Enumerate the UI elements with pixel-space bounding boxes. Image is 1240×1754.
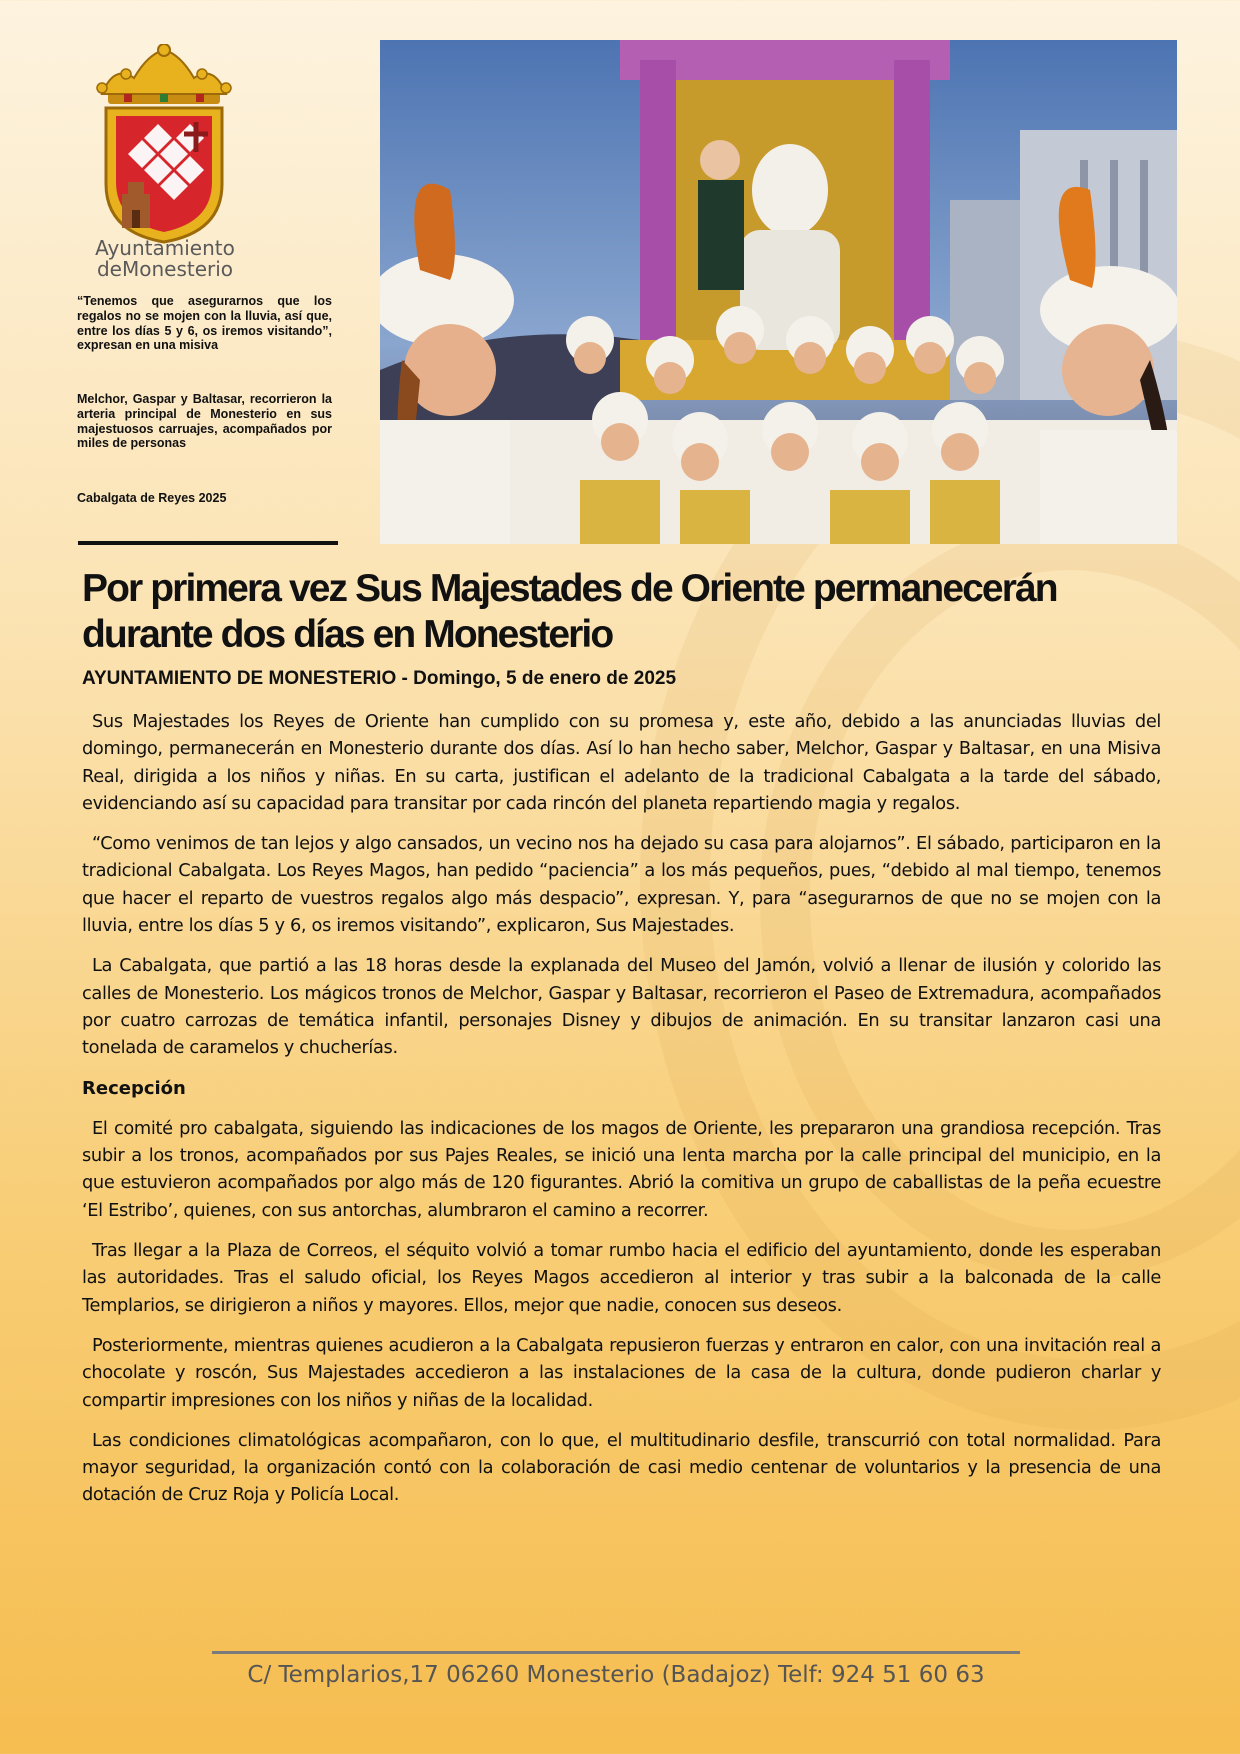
sidebar-quote: “Tenemos que asegurarnos que los regalos no se mojen con la lluvia, así que, entre los días 5 y 6, os iremos visitando”, expresan en una misiva [77,294,332,353]
logo-line1: Ayuntamiento [95,236,235,260]
article-paragraph: “Como venimos de tan lejos y algo cansados, un vecino nos ha dejado su casa para alojarnos”. El sábado, participaron en la tradicional Cabalgata. Los Reyes Magos, han pedido “paciencia” a los más pequeños, pues, “debido al mal tiempo, tenemos que hacer el reparto de vuestros regalos algo más despacio”, expresan. Y, para “asegurarnos de que no se mojen con la lluvia, entre los días 5 y 6, os iremos visitando”, explicaron, Sus Majestades. [82,833,1161,937]
article-paragraph: Tras llegar a la Plaza de Correos, el séquito volvió a tomar rumbo hacia el edificio del ayuntamiento, donde les esperaban las autoridades. Tras el saludo oficial, los Reyes Magos accedieron al interior y tras subir a la balconada de la calle Templarios, se dirigieron a niños y mayores. Ellos, mejor que nadie, conocen sus deseos. [82,1240,1161,1316]
logo-line2: deMonesterio [96,257,234,281]
article-paragraph: Posteriormente, mientras quienes acudieron a la Cabalgata repusieron fuerzas y entraron en calor, con una invitación real a chocolate y roscón, Sus Majestades accedieron a las instalaciones de la casa de la cultura, donde pudieron charlar y compartir impresiones con los niños y niñas de la localidad. [82,1334,1161,1411]
crown-icon [97,44,231,104]
article-paragraph: El comité pro cabalgata, siguiendo las indicaciones de los magos de Oriente, les prepararon una grandiosa recepción. Tras subir a los tronos, acompañados por sus Pajes Reales, se inició una lenta marcha por la calle principal del municipio, en la que estuvieron acompañados por algo más de 120 figurantes. Abrió la comitiva un grupo de caballistas de la peña ecuestre ‘El Estribo’, quienes, con sus antorchas, alumbraron el camino a recorrer. [82,1117,1161,1221]
article-paragraph: La Cabalgata, que partió a las 18 horas desde la explanada del Museo del Jamón, volvió a llenar de ilusión y colorido las calles de Monesterio. Los mágicos tronos de Melchor, Gaspar y Baltasar, recorrieron el Paseo de Extremadura, acompañados por cuatro carrozas de temática infantil, personajes Disney y dibujos de animación. En su transitar lanzaron casi una tonelada de caramelos y chucherías. [82,955,1161,1059]
article-subhead: Recepción [82,1077,186,1099]
footer-address: C/ Templarios,17 06260 Monesterio (Badajoz) Telf: 924 51 60 63 [247,1662,985,1688]
article-byline: AYUNTAMIENTO DE MONESTERIO - Domingo, 5 de enero de 2025 [82,668,677,689]
sidebar-section-label: Cabalgata de Reyes 2025 [77,491,227,505]
article-paragraph: Las condiciones climatológicas acompañaron, con lo que, el multitudinario desfile, transcurrió con total normalidad. Para mayor seguridad, la organización contó con la colaboración de casi medio centenar de voluntarios y la presencia de una dotación de Cruz Roja y Policía Local. [82,1429,1161,1506]
cabalgata-photo [380,40,1177,544]
article-paragraph: Sus Majestades los Reyes de Oriente han cumplido con su promesa y, este año, debido a las anunciadas lluvias del domingo, permanecerán en Monesterio durante dos días. Así lo han hecho saber, Melchor, Gaspar y Baltasar, en una Misiva Real, dirigida a los niños y niñas. En su carta, justifican el adelanto de la tradicional Cabalgata a la tarde del sábado, evidenciando así su capacidad para transitar por cada rincón del planeta repartiendo magia y regalos. [82,711,1161,814]
sidebar-divider [78,541,338,545]
article-headline: Por primera vez Sus Majestades de Oriente permanecerán durante dos días en Monesterio [82,567,1057,656]
article-body [82,708,1161,1522]
sidebar-summary: Melchor, Gaspar y Baltasar, recorrieron la arteria principal de Monesterio en sus majestuosos carruajes, acompañados por miles de personas [77,392,332,451]
logo-wordmark [70,238,260,280]
footer-divider [212,1651,1020,1654]
